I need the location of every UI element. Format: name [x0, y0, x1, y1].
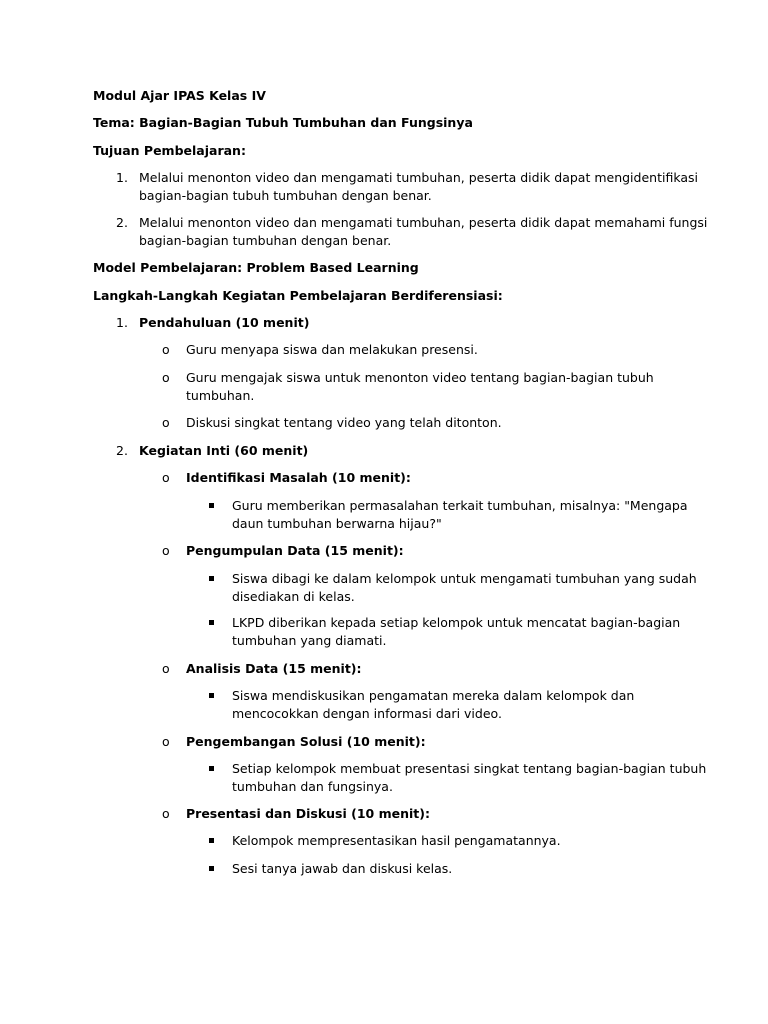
tujuan-number: 1.: [116, 170, 128, 185]
tujuan-number: 2.: [116, 215, 128, 230]
tujuan-item: [139, 169, 698, 205]
list-item: [232, 760, 706, 796]
bullet-o-marker: o: [162, 342, 170, 357]
square-bullet-icon: [209, 570, 214, 588]
list-item-line: disediakan di kelas.: [232, 589, 355, 604]
list-item: [232, 497, 688, 533]
section-number: 1.: [116, 315, 128, 330]
list-item: [186, 341, 478, 359]
subsection-title: Presentasi dan Diskusi (10 menit):: [186, 806, 430, 821]
list-item-line: Kelompok mempresentasikan hasil pengamatannya.: [232, 833, 561, 848]
tema-heading: Tema: Bagian-Bagian Tubuh Tumbuhan dan Fungsinya: [93, 115, 473, 130]
section-number: 2.: [116, 443, 128, 458]
list-item-line: Sesi tanya jawab dan diskusi kelas.: [232, 861, 453, 876]
list-item-line: Guru memberikan permasalahan terkait tumbuhan, misalnya: "Mengapa: [232, 498, 688, 513]
tujuan-line: bagian-bagian tumbuhan dengan benar.: [139, 233, 392, 248]
subsection-title: Identifikasi Masalah (10 menit):: [186, 470, 411, 485]
list-item: [232, 860, 452, 878]
section-title: Kegiatan Inti (60 menit): [139, 443, 309, 458]
tujuan-line: Melalui menonton video dan mengamati tumbuhan, peserta didik dapat memahami fungsi: [139, 215, 708, 230]
list-item-line: LKPD diberikan kepada setiap kelompok untuk mencatat bagian-bagian: [232, 615, 681, 630]
square-bullet-icon: [209, 614, 214, 632]
subsection-title: Pengumpulan Data (15 menit):: [186, 543, 404, 558]
list-item-line: tumbuhan dan fungsinya.: [232, 779, 393, 794]
tujuan-item: [139, 214, 707, 250]
list-item-line: Diskusi singkat tentang video yang telah ditonton.: [186, 415, 502, 430]
tujuan-heading: Tujuan Pembelajaran:: [93, 143, 246, 158]
square-bullet-icon: [209, 497, 214, 515]
list-item-line: Siswa dibagi ke dalam kelompok untuk mengamati tumbuhan yang sudah: [232, 571, 697, 586]
section-title: Pendahuluan (10 menit): [139, 315, 310, 330]
list-item-line: Guru mengajak siswa untuk menonton video tentang bagian-bagian tubuh: [186, 370, 654, 385]
square-bullet-icon: [209, 687, 214, 705]
bullet-o-marker: o: [162, 806, 170, 821]
list-item-line: Setiap kelompok membuat presentasi singkat tentang bagian-bagian tubuh: [232, 761, 707, 776]
bullet-o-marker: o: [162, 661, 170, 676]
model-heading: Model Pembelajaran: Problem Based Learning: [93, 260, 419, 275]
list-item: [186, 414, 502, 432]
list-item: [232, 614, 680, 650]
tujuan-line: bagian-bagian tubuh tumbuhan dengan benar.: [139, 188, 432, 203]
document-title: Modul Ajar IPAS Kelas IV: [93, 88, 266, 103]
list-item-line: mencocokkan dengan informasi dari video.: [232, 706, 502, 721]
bullet-o-marker: o: [162, 415, 170, 430]
list-item-line: Guru menyapa siswa dan melakukan presensi.: [186, 342, 478, 357]
square-bullet-icon: [209, 860, 214, 878]
bullet-o-marker: o: [162, 543, 170, 558]
subsection-title: Pengembangan Solusi (10 menit):: [186, 734, 426, 749]
square-bullet-icon: [209, 760, 214, 778]
list-item-line: Siswa mendiskusikan pengamatan mereka dalam kelompok dan: [232, 688, 635, 703]
list-item: [186, 369, 654, 405]
list-item-line: tumbuhan.: [186, 388, 255, 403]
list-item: [232, 570, 697, 606]
bullet-o-marker: o: [162, 470, 170, 485]
bullet-o-marker: o: [162, 734, 170, 749]
list-item: [232, 687, 634, 723]
tujuan-line: Melalui menonton video dan mengamati tumbuhan, peserta didik dapat mengidentifikasi: [139, 170, 698, 185]
subsection-title: Analisis Data (15 menit):: [186, 661, 362, 676]
square-bullet-icon: [209, 832, 214, 850]
list-item: [232, 832, 561, 850]
list-item-line: daun tumbuhan berwarna hijau?": [232, 516, 442, 531]
list-item-line: tumbuhan yang diamati.: [232, 633, 387, 648]
bullet-o-marker: o: [162, 370, 170, 385]
langkah-heading: Langkah-Langkah Kegiatan Pembelajaran Berdiferensiasi:: [93, 288, 503, 303]
